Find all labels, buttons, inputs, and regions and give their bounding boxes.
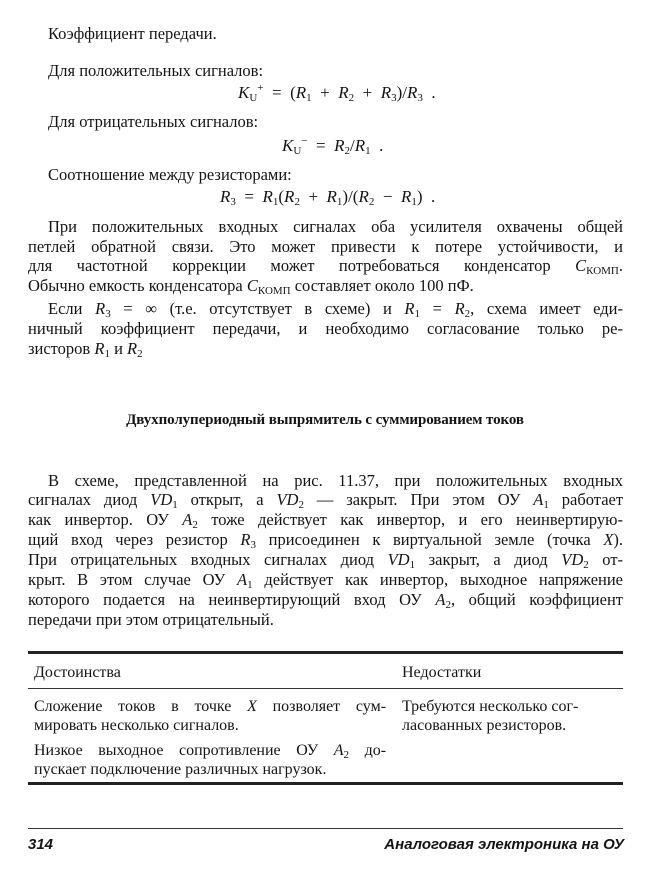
para3-line5: При отрицательных входных сигналах диод $VD_1$ закрыт, а диод $VD_2$ от- xyxy=(28,550,624,571)
disadvantage-1-line1: Требуются несколько сог- xyxy=(402,698,579,715)
para1-line3-text: для частотной коррекции может потребоваться конденсатор xyxy=(28,256,551,275)
para1-line4-tail: составляет около 100 пФ. xyxy=(294,276,474,295)
table-header-rule xyxy=(28,688,623,689)
para3-l6b: действует как инвертор, выходное напряжение xyxy=(264,570,624,589)
footer-rule xyxy=(28,828,623,829)
para3-line7: которого подается на неинвертирующий вход ОУ $A_2$, общий коэффициент xyxy=(28,590,623,611)
table-top-rule xyxy=(28,651,623,654)
positive-signals-label: Для положительных сигналов: xyxy=(48,61,264,80)
para2-unity: , схема имеет еди- xyxy=(470,299,624,318)
adv2-l1a: Низкое выходное сопротивление ОУ xyxy=(34,742,319,759)
para3-l2a: сигналах диод xyxy=(28,490,138,509)
advantage-2-line2: пускает подключение различных нагрузок. xyxy=(34,761,327,778)
page-number: 314 xyxy=(28,836,54,853)
table-bottom-rule xyxy=(28,782,623,785)
para3-line8: передачи при этом отрицательный. xyxy=(28,610,274,629)
para3-l2d: работает xyxy=(561,490,624,509)
para3-l2b: открыт, а xyxy=(190,490,264,509)
adv1-l1b: позволяет сум- xyxy=(272,698,387,715)
para2-absent: (т.е. отсутствует в схеме) и xyxy=(169,299,392,318)
para3-l7a: которого подается на неинвертирующий вход ОУ xyxy=(28,590,422,609)
para3-l5b: закрыт, а диод xyxy=(428,550,548,569)
disadvantage-1-line2: ласованных резисторов. xyxy=(402,717,567,734)
para3-l6a: крыт. В этом случае ОУ xyxy=(28,570,226,589)
para3-l4a: щий вход через резистор xyxy=(28,530,228,549)
advantage-2-line1: Низкое выходное сопротивление ОУ $A_2$ до- xyxy=(34,742,387,761)
adv1-l1a: Сложение токов в точке xyxy=(34,698,232,715)
para2-line3: зисторов $R_1$ и $R_2$ xyxy=(28,339,143,360)
gain-title: Коэффициент передачи. xyxy=(48,24,217,43)
para3-l2c: — закрыт. При этом ОУ xyxy=(316,490,521,509)
para3-l7b: , общий коэффициент xyxy=(450,590,623,609)
para1-line3: для частотной коррекции может потребоваться конденсатор $C_{КОМП}$. xyxy=(28,256,623,277)
negative-signals-label: Для отрицательных сигналов: xyxy=(48,112,259,131)
para1-line1: При положительных входных сигналах оба усилителя охвачены общей xyxy=(48,217,623,236)
adv2-l1b: до- xyxy=(364,742,387,759)
para2-if: Если xyxy=(48,299,83,318)
para3-line3: как инвертор. ОУ $A_2$ тоже действует как инвертор, и его неинвертирую- xyxy=(28,510,624,531)
resistor-ratio-label: Соотношение между резисторами: xyxy=(48,165,292,184)
para3-l5c: от- xyxy=(602,550,624,569)
para2-resistors: зисторов xyxy=(28,339,91,358)
table-header-advantages: Достоинства xyxy=(34,664,121,681)
formula-negative-gain: $K_U^- = R_2/R_1$ . xyxy=(282,135,384,157)
para2-line1: Если $R_3$ = ∞ (т.е. отсутствует в схеме) и $R_1 = R_2$, схема имеет еди- xyxy=(48,299,624,320)
para3-line2: сигналах диод $VD_1$ открыт, а $VD_2$ — закрыт. При этом ОУ $A_1$ работает xyxy=(28,490,624,511)
para1-line2: петлей обратной связи. Это может привести к потере устойчивости, и xyxy=(28,237,623,256)
formula-positive-gain: $K_U^+ = (R_1 + R_2 + R_3)/R_3$ . xyxy=(238,82,436,104)
para1-line4: Обычно емкость конденсатора $C_{КОМП}$ составляет около 100 пФ. xyxy=(28,276,474,297)
formula-resistor-ratio: $R_3 = R_1(R_2 + R_1)/(R_2 - R_1)$ . xyxy=(220,187,436,208)
para3-line6: крыт. В этом случае ОУ $A_1$ действует как инвертор, выходное напряжение xyxy=(28,570,624,591)
advantage-1-line2: мировать несколько сигналов. xyxy=(34,717,239,734)
para3-line1: В схеме, представленной на рис. 11.37, при положительных входных xyxy=(48,471,623,490)
para1-line4-text: Обычно емкость конденсатора xyxy=(28,276,243,295)
para3-line4: щий вход через резистор $R_3$ присоединен к виртуальной земле (точка X). xyxy=(28,530,624,551)
section-heading: Двухполупериодный выпрямитель с суммированием токов xyxy=(126,412,524,428)
para3-l5a: При отрицательных входных сигналах диод xyxy=(28,550,375,569)
para2-line2: ничный коэффициент передачи, и необходимо согласование только ре- xyxy=(28,319,623,338)
para3-l4b: присоединен к виртуальной земле (точка xyxy=(268,530,591,549)
advantage-1-line1: Сложение токов в точке X позволяет сум- xyxy=(34,698,387,715)
para3-l3a: как инвертор. ОУ xyxy=(28,510,169,529)
book-title: Аналоговая электроника на ОУ xyxy=(384,836,624,853)
para3-l3b: тоже действует как инвертор, и его неинвертирую- xyxy=(211,510,624,529)
para3-l4c: ). xyxy=(613,530,624,549)
table-header-disadvantages: Недостатки xyxy=(402,664,482,681)
